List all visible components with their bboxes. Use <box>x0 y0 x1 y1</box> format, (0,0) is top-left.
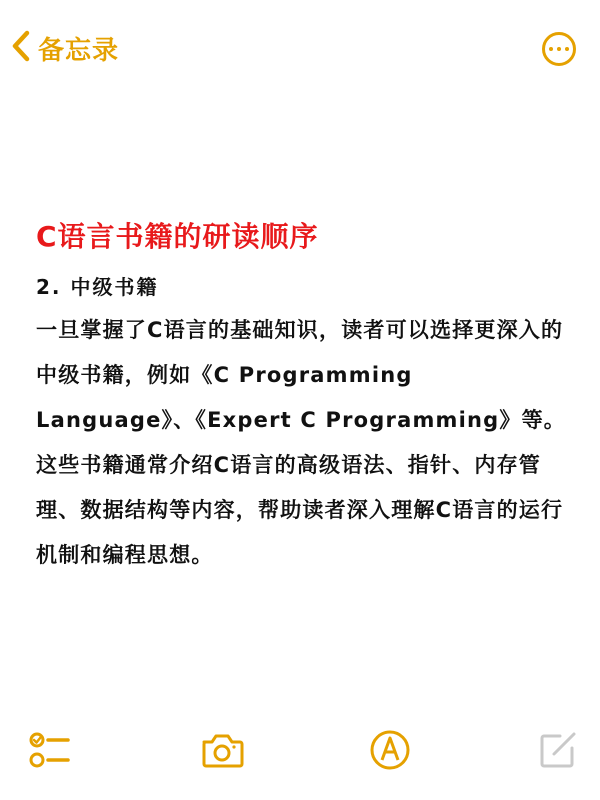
navigation-bar <box>0 0 600 96</box>
note-title: C语言书籍的研读顺序 <box>36 220 319 253</box>
ellipsis-circle-icon[interactable] <box>542 32 576 66</box>
checklist-button[interactable] <box>26 726 74 774</box>
back-label: 备忘录 <box>38 35 120 66</box>
markup-button[interactable] <box>366 726 414 774</box>
bottom-toolbar <box>0 722 600 778</box>
camera-icon <box>198 726 246 774</box>
chevron-left-icon <box>10 29 32 67</box>
note-subtitle: 2. 中级书籍 <box>36 275 159 299</box>
camera-button[interactable] <box>198 726 246 774</box>
note-body: 一旦掌握了C语言的基础知识，读者可以选择更深入的中级书籍，例如《C Programming Language》、《Expert C Programming》等。这些书籍通常介绍C语言的高级语法、指针、内存管理、数据结构等内容，帮助读者深入理解C语言的运行机制和编程思想。 <box>36 318 567 567</box>
checklist-icon <box>26 726 74 774</box>
markup-pen-icon <box>366 726 414 774</box>
back-button[interactable] <box>10 26 119 70</box>
compose-button[interactable] <box>534 726 582 774</box>
compose-icon <box>534 726 582 774</box>
note-content[interactable] <box>36 214 576 578</box>
